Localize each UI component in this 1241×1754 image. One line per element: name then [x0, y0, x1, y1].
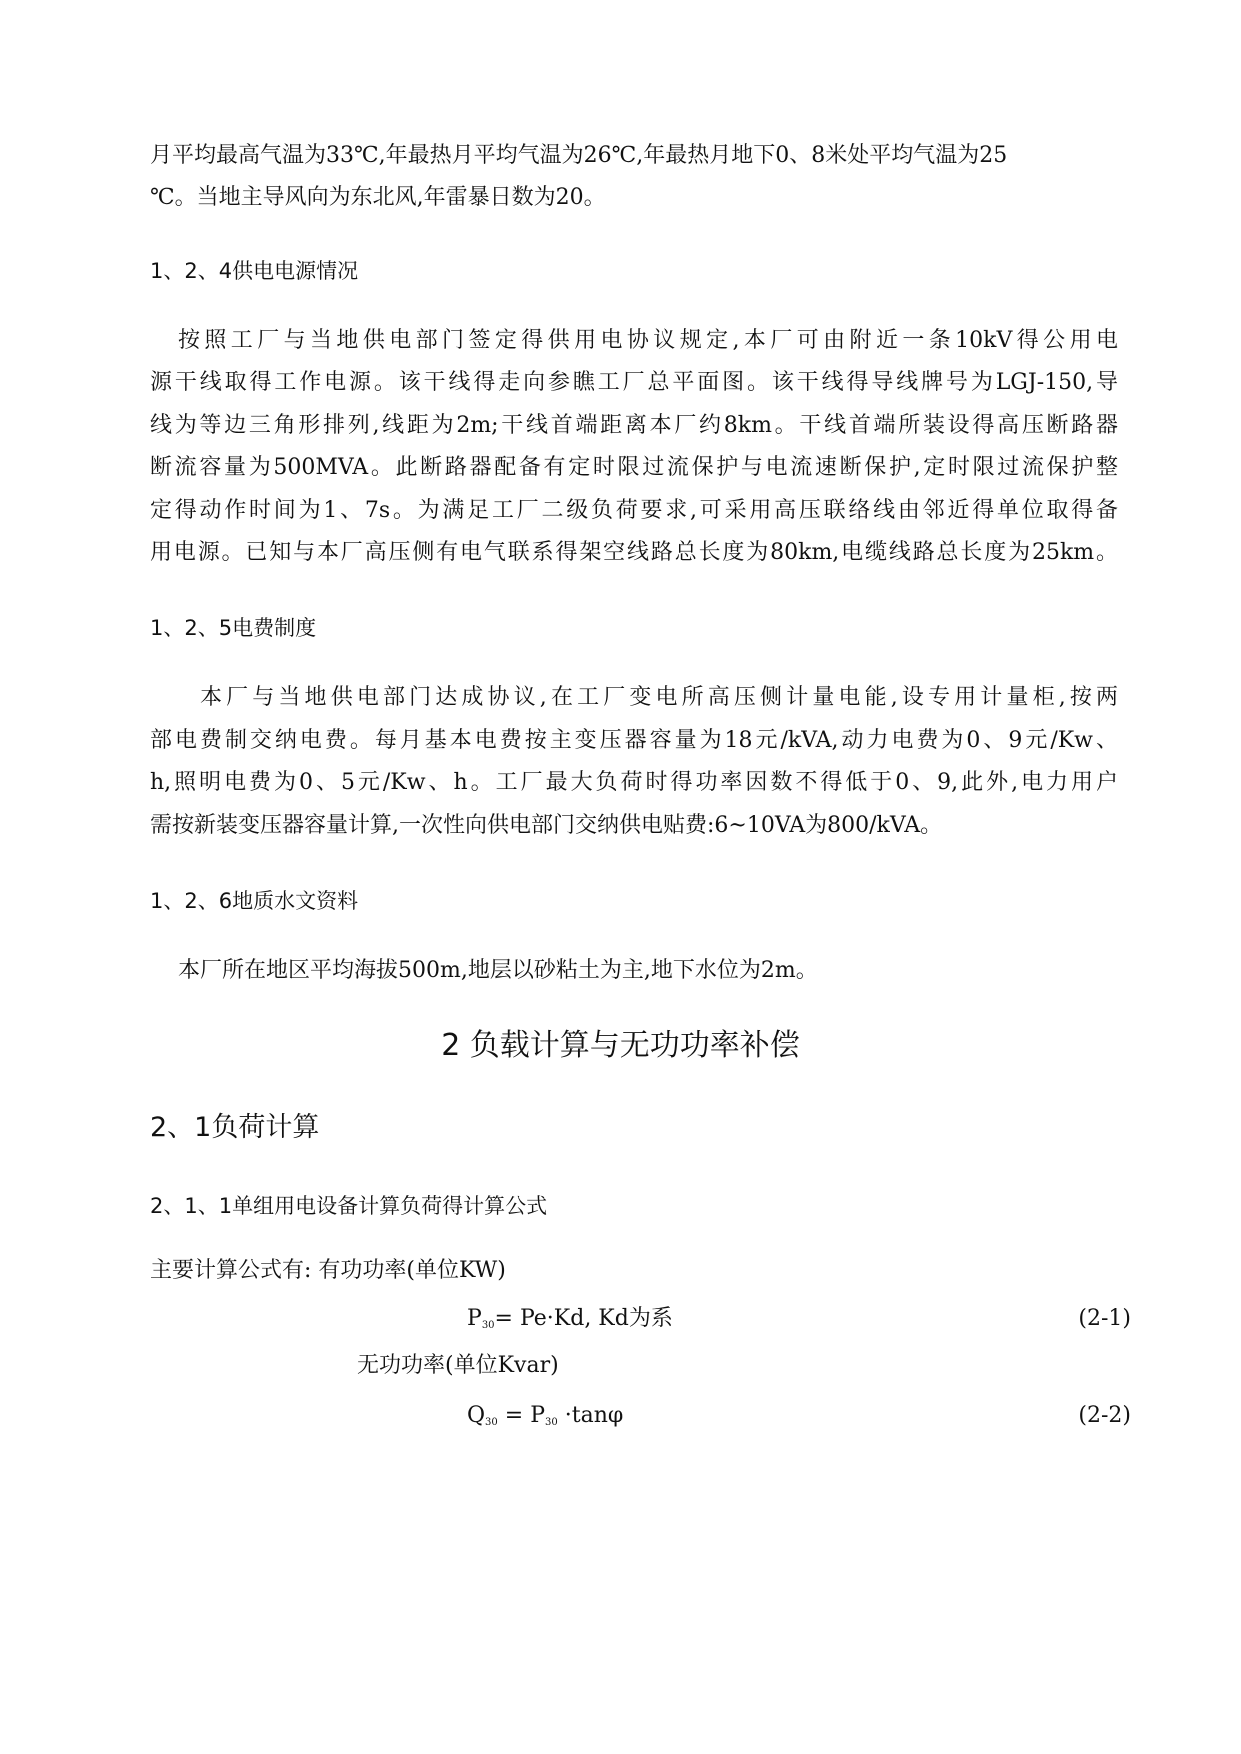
body-text-line: 部电费制交纳电费。每月基本电费按主变压器容量为18元/kVA,动力电费为0、9元/Kw、 [150, 728, 1118, 753]
chapter-title: 2 负载计算与无功功率补偿 [441, 1028, 800, 1063]
section-heading: 1、2、4供电电源情况 [150, 259, 359, 283]
body-text-line: 定得动作时间为1、7s。为满足工厂二级负荷要求,可采用高压联络线由邻近得单位取得备 [150, 498, 1118, 523]
body-text-line: h,照明电费为0、5元/Kw、h。工厂最大负荷时得功率因数不得低于0、9,此外,电力用户 [150, 770, 1118, 795]
body-text-line: 源干线取得工作电源。该干线得走向参瞧工厂总平面图。该干线得导线牌号为LGJ-150,导 [150, 370, 1118, 395]
body-text-line: 断流容量为500MVA。此断路器配备有定时限过流保护与电流速断保护,定时限过流保护整 [150, 455, 1118, 480]
body-text-line: 无功功率(单位Kvar) [357, 1353, 559, 1378]
eq-symbol: P [467, 1306, 482, 1331]
eq-subscript: 30 [545, 1417, 558, 1428]
body-text-line: 月平均最高气温为33℃,年最热月平均气温为26℃,年最热月地下0、8米处平均气温为25 [150, 143, 1008, 168]
eq-rhs: = Pe·Kd, Kd为系 [494, 1306, 673, 1331]
body-text-line: 本厂所在地区平均海拔500m,地层以砂粘土为主,地下水位为2m。 [178, 958, 818, 983]
equation-2-2 [467, 1400, 623, 1439]
eq-rhs: ·tanφ [557, 1403, 624, 1428]
section-heading: 2、1负荷计算 [150, 1112, 320, 1143]
body-text-line: 需按新装变压器容量计算,一次性向供电部门交纳供电贴费:6~10VA为800/kVA。 [150, 813, 943, 838]
eq-symbol: Q [467, 1403, 486, 1428]
body-text-line: 本厂与当地供电部门达成协议,在工厂变电所高压侧计量电能,设专用计量柜,按两 [200, 685, 1118, 710]
section-heading: 1、2、6地质水文资料 [150, 889, 359, 913]
body-text-line: 线为等边三角形排列,线距为2m;干线首端距离本厂约8km。干线首端所装设得高压断路器 [150, 413, 1118, 438]
body-text-line: 按照工厂与当地供电部门签定得供用电协议规定,本厂可由附近一条10kV得公用电 [178, 328, 1118, 353]
body-text-line: 用电源。已知与本厂高压侧有电气联系得架空线路总长度为80km,电缆线路总长度为25km。 [150, 540, 1118, 565]
eq-subscript: 30 [485, 1417, 498, 1428]
eq-subscript: 30 [481, 1320, 495, 1331]
eq-mid: = P [497, 1403, 546, 1428]
section-heading: 1、2、5电费制度 [150, 616, 317, 640]
body-text-line: 主要计算公式有: 有功功率(单位KW) [150, 1258, 506, 1283]
equation-2-1 [467, 1303, 673, 1342]
equation-number: (2-1) [1078, 1306, 1131, 1331]
equation-number: (2-2) [1078, 1403, 1131, 1428]
subsection-heading: 2、1、1单组用电设备计算负荷得计算公式 [150, 1194, 548, 1218]
body-text-line: ℃。当地主导风向为东北风,年雷暴日数为20。 [150, 185, 606, 210]
